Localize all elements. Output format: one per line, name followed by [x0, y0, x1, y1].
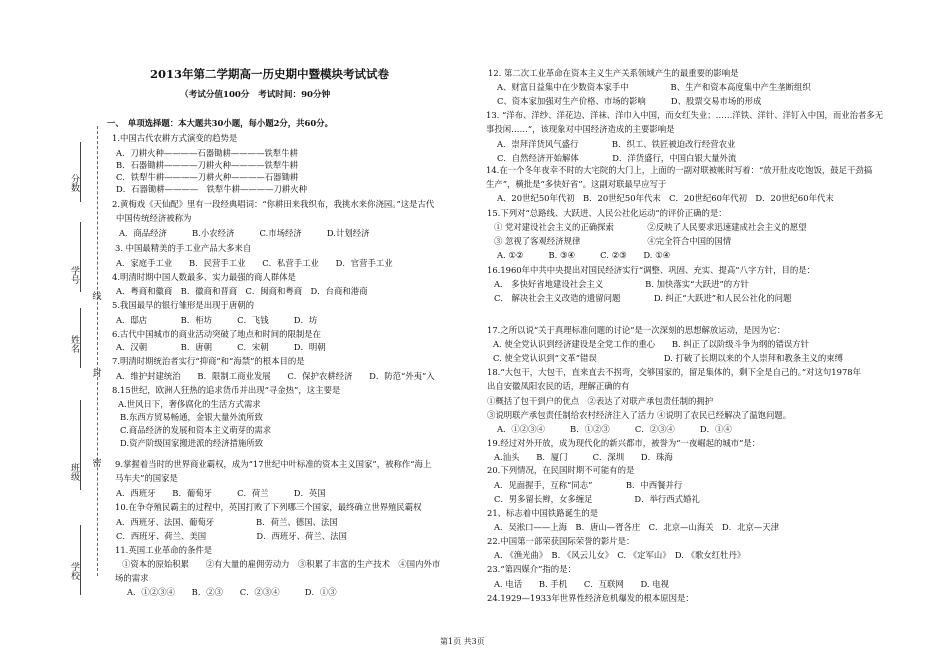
question-line: C． 解决社会主义改造的遗留问题 D. 纠正“大跃进”和人民公社化的问题 — [494, 293, 792, 303]
question-line: C.商品经济的发展和资本主义萌芽的需求 — [120, 425, 272, 435]
binding-mark-feng: 封 — [92, 369, 102, 379]
label-school: 学校 — [69, 562, 79, 580]
name-line — [80, 308, 81, 368]
question-line: C．自然经济开始解体 D．洋货盛行，中国白银大量外流 — [497, 153, 737, 163]
question-line: 22.中国第一部荣获国际荣誉的影片是： — [487, 536, 635, 546]
question-line: A．①②③④ B．②③ C．②③④ D．①③ — [127, 587, 337, 597]
question-line: 13. “洋布、洋纱、洋花边、洋袜、洋巾入中国，而女红失业；……洋铁、洋针、洋钉入中国，而业治者多无 — [486, 110, 884, 120]
question-line: 16.1960年中共中央提出对国民经济实行“调整、巩固、充实、提高”八字方针，目的是： — [487, 265, 815, 275]
question-line: 生产”，横批是“多快好省”。这副对联最早应写于 — [486, 179, 667, 189]
question-line: 18.“大包干，大包干，直来直去不拐弯，交够国家的，留足集体的，剩下全是自己的。”对这句1978年 — [487, 367, 861, 377]
question-line: 11.英国工业革命的条件是 — [115, 545, 213, 555]
question-line: 24.1929—1933年世界性经济危机爆发的根本原因是： — [487, 593, 694, 603]
question-line: C、资本家加强对生产价格、市场的影响 D、股票交易市场的形成 — [497, 96, 762, 106]
question-line: 10.在争夺殖民霸主的过程中，英国打败了下列哪三个国家，最终确立世界殖民霸权 — [115, 502, 422, 512]
question-line: A．崇拜洋货风气盛行 B．织工、铁匠被迫改行经营农业 — [497, 139, 736, 149]
question-line: A．①②③④ B．①②③ C．②③④ D．①④ — [497, 424, 732, 434]
question-line: A．粤商和徽商 B．徽商和晋商 C．闽商和粤商 D．台商和港商 — [116, 286, 368, 296]
question-line: A、财富日益集中在少数资本家手中 B、生产和资本高度集中产生垄断组织 — [497, 82, 811, 92]
question-line: A．维护封建统治 B．限制工商业发展 C．保护农耕经济 D．防范“外夷”入 — [116, 371, 435, 381]
question-line: 15.下列对“总路线、大跃进、人民公社化运动”的评价正确的是： — [487, 208, 727, 218]
label-score: 分数 — [69, 174, 79, 192]
question-line: A. 使全党认识到经济建设是全党工作的重心 B. 纠正了以阶级斗争为纲的错误方针 — [493, 339, 809, 349]
question-line: 17.之所以说“关于真理标准问题的讨论”是一次深刻的思想解放运动，是因为它： — [487, 325, 786, 335]
question-line: A. 电话 B. 手机 C．互联网 D. 电视 — [494, 579, 669, 589]
class-line — [80, 400, 81, 490]
question-line: A.世风日下，奢侈腐化的生活方式需求 — [118, 399, 261, 409]
page-number: 第1页 共3页 — [440, 637, 485, 646]
question-line: ①概括了包干到户的优点 ②表达了对联产承包责任制的拥护 — [487, 396, 714, 406]
label-name: 姓名 — [69, 335, 79, 353]
question-line: ③ 忽视了客观经济规律 ④完全符合中国的国情 — [494, 236, 732, 246]
binding-mark-xian: 线 — [92, 292, 102, 302]
question-line: 5.我国最早的银行雏形是出现于唐朝的 — [112, 300, 254, 310]
question-line: A．刀耕火种————石器锄耕————铁犁牛耕 — [116, 148, 298, 158]
question-line: D．石器锄耕———— 铁犁牛耕————刀耕火种 — [116, 184, 307, 194]
score-line — [80, 142, 81, 202]
question-line: 1.中国古代农耕方式演变的趋势是 — [112, 133, 238, 143]
binding-mark-mi: 密 — [92, 459, 102, 469]
question-line: ③说明联产承包责任制给农村经济注入了活力 ④说明了农民已经解决了温饱问题。 — [487, 410, 792, 420]
question-line: 中国传统经济被称为 — [116, 213, 192, 223]
school-line — [80, 525, 81, 595]
question-line: A．邸店 B．柜坊 C．飞钱 D．坊 — [116, 315, 318, 325]
question-line: 场的需求 — [115, 573, 149, 583]
exam-info: （考试分值100分 考试时间：90分钟 — [180, 90, 331, 100]
question-line: 3. 中国最精美的手工业产品大多来自 — [115, 243, 252, 253]
question-line: A． 多快好省地建设社会主义 B. 加快落实“大跃进”的方针 — [494, 279, 749, 289]
question-line: 4.明清时期中国人数最多、实力最强的商人群体是 — [112, 272, 296, 282]
question-line: 12. 第二次工业革命在资本主义生产关系领域产生的最重要的影响是 — [488, 68, 739, 78]
question-line: A．见面握手，互称“同志” B．中西餐并行 — [494, 480, 683, 490]
question-line: A．西班牙 B．葡萄牙 C．荷兰 D．英国 — [116, 488, 326, 498]
question-line: A．商品经济 B.小农经济 C.市场经济 D.计划经济 — [119, 228, 370, 238]
binding-line — [97, 126, 98, 576]
question-line: 14.在一个冬年夜幸不时的大宅院的大门上，上面的一副对联被帐时写着：“放开肚皮吃饱饭，鼓足干劲搞 — [486, 165, 873, 175]
student-no-line — [80, 222, 81, 292]
question-line: A. ①② B. ③④ C. ②③ D. ①④ — [497, 250, 671, 260]
question-line: 6.古代中国城市的商业活动突破了地点和时间的限制是在 — [112, 329, 321, 339]
section-heading: 一、 单项选择题：本大题共30小题，每小题2分，共60分。 — [107, 118, 333, 128]
question-line: 事投闲……”，该现象对中国经济造成的主要影响是 — [486, 124, 675, 134]
label-student-no: 学号 — [69, 266, 79, 284]
question-line: C．铁犁牛耕————刀耕火种————石器锄耕 — [116, 172, 299, 182]
question-line: A．吴淞口——上海 B．唐山—胥各庄 C．北京—山海关 D．北京—天津 — [494, 522, 779, 532]
question-line: A.汕头 B．厦门 C．深圳 D．珠海 — [494, 452, 673, 462]
question-line: 7.明清时期统治者实行“抑商”和“海禁”的根本目的是 — [112, 356, 305, 366]
question-line: B．石器锄耕————刀耕火种————铁犁牛耕 — [116, 160, 299, 170]
question-line: A．西班牙、法国、葡萄牙 B．荷兰、德国、法国 — [116, 517, 338, 527]
question-line: ① 党对建设社会主义的正确探索 ②反映了人民要求迅速建成社会主义的愿望 — [494, 222, 807, 232]
question-line: 2.黄梅戏《天仙配》里有一段经典唱词：“你耕田来我织布，我挑水来你浇园。”这是古代 — [112, 199, 435, 209]
page-title: 2013年第二学期高一历史期中暨模块考试试卷 — [150, 67, 390, 81]
question-line: C．男多留长辫，女多缠足 D．举行西式婚礼 — [494, 494, 700, 504]
question-line: B.东西方贸易畅通，金银大量外流所致 — [120, 412, 263, 422]
question-line: 9.掌握着当时的世界商业霸权，成为“17世纪中叶标准的资本主义国家”，被称作“海上 — [115, 459, 432, 469]
question-line: 23.“第四媒介”指的是： — [487, 564, 576, 574]
label-class: 班级 — [69, 463, 79, 481]
question-line: 19.经过对外开放，成为现代化的新兴都市，被誉为“一夜崛起的城市”是： — [487, 438, 761, 448]
question-line: D.资产阶级国家搬进派的经济措施所致 — [120, 438, 264, 448]
question-line: 马车夫”的国家是 — [115, 473, 178, 483]
question-line: ①资本的原始积累 ②有大量的雇佣劳动力 ③积累了丰富的生产技术 ④国内外市 — [122, 559, 441, 569]
question-line: A．20世纪50年代初 B．20世纪50年代末 C．20世纪60年代初 D．20世纪60年代末 — [497, 193, 834, 203]
question-line: A. 《渔光曲》 B. 《风云儿女》 C. 《定军山》 D. 《歌女红牡丹》 — [494, 550, 746, 560]
question-line: A．汉朝 B．唐朝 C．宋朝 D．明朝 — [116, 342, 326, 352]
question-line: C．西班牙、荷兰、美国 D．西班牙、荷兰、法国 — [116, 531, 347, 541]
question-line: 20.下列情况，在民国时期不可能有的是 — [487, 465, 635, 475]
question-line: A．家庭手工业 B．民营手工业 C．私营手工业 D．官营手工业 — [116, 258, 393, 268]
question-line: C. 使全党认识到“文革”错误 D. 打破了长期以来的个人崇拜和教条主义的束缚 — [493, 353, 843, 363]
question-line: 21、标志着中国铁路诞生的是 — [487, 508, 599, 518]
question-line: 8.15世纪，欧洲人狂热的追求货币并出现“寻金热”，这主要是 — [112, 385, 341, 395]
question-line: 出自安徽凤阳农民的话，理解正确的有 — [487, 381, 630, 391]
